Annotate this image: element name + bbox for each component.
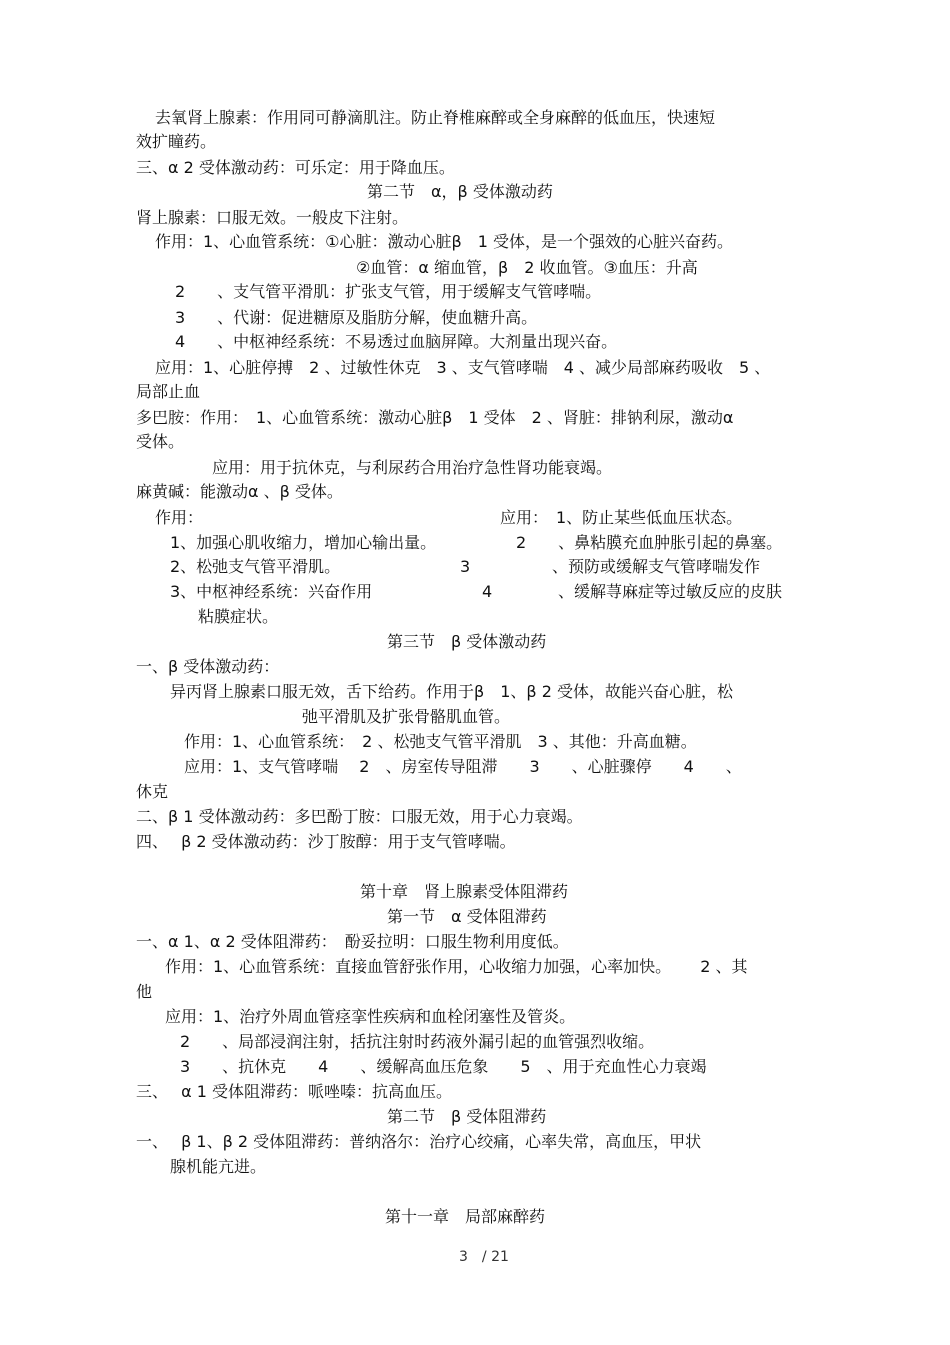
text-line: 二、β 1 受体激动药：多巴酚丁胺：口服无效，用于心力衰竭。 (136, 807, 583, 826)
text-line: 2 、鼻粘膜充血肿胀引起的鼻塞。 (516, 533, 783, 552)
text-line: 局部止血 (136, 382, 201, 401)
section-heading: 第三节 β 受体激动药 (387, 632, 547, 651)
chapter-heading: 第十章 肾上腺素受体阻滞药 (360, 882, 569, 901)
text-line: 粘膜症状。 (198, 607, 279, 626)
section-heading: 第二节 β 受体阻滞药 (387, 1107, 547, 1126)
text-line: 一、 β 1、β 2 受体阻滞药：普纳洛尔：治疗心绞痛，心率失常，高血压，甲状 (136, 1132, 702, 1151)
text-line: 1、加强心肌收缩力，增加心输出量。 (170, 533, 437, 552)
section-heading: 第二节 α，β 受体激动药 (367, 182, 553, 201)
section-heading: 第一节 α 受体阻滞药 (387, 907, 547, 926)
text-line: 休克 (136, 782, 169, 801)
text-line: 3 、抗休克 4 、缓解高血压危象 5 、用于充血性心力衰竭 (180, 1057, 707, 1076)
text-line: 应用：1、治疗外周血管痉挛性疾病和血栓闭塞性及管炎。 (165, 1007, 576, 1026)
text-line: 2 、支气管平滑肌：扩张支气管，用于缓解支气管哮喘。 (175, 282, 602, 301)
text-line: 受体。 (136, 432, 185, 451)
text-line: 、预防或缓解支气管哮喘发作 (552, 557, 761, 576)
text-line: 3 (460, 557, 471, 576)
text-line: 作用：1、心血管系统： 2 、松弛支气管平滑肌 3 、其他：升高血糖。 (184, 732, 697, 751)
text-line: 3、中枢神经系统：兴奋作用 (170, 582, 373, 601)
text-line: 麻黄碱：能激动α 、β 受体。 (136, 482, 343, 501)
text-line: 作用： (155, 508, 204, 527)
text-line: 他 (136, 982, 153, 1001)
page-number: 3 / 21 (459, 1249, 509, 1265)
text-line: 2 、局部浸润注射，括抗注射时药液外漏引起的血管强烈收缩。 (180, 1032, 655, 1051)
text-line: 4 (482, 582, 493, 601)
text-line: 应用：1、支气管哮喘 2 、房室传导阻滞 3 、心脏骤停 4 、 (184, 757, 742, 776)
text-line: 2、松弛支气管平滑肌。 (170, 557, 341, 576)
text-line: 作用：1、心血管系统：①心脏：激动心脏β 1 受体，是一个强效的心脏兴奋药。 (155, 232, 734, 251)
text-line: 弛平滑肌及扩张骨骼肌血管。 (302, 707, 511, 726)
text-line: 应用：1、心脏停搏 2 、过敏性休克 3 、支气管哮喘 4 、减少局部麻药吸收 5 、 (155, 358, 771, 377)
text-line: 应用： 1、防止某些低血压状态。 (500, 508, 743, 527)
text-line: 4 、中枢神经系统：不易透过血脑屏障。大剂量出现兴奋。 (175, 332, 618, 351)
text-line: 一、β 受体激动药： (136, 657, 280, 676)
text-line: 作用：1、心血管系统：直接血管舒张作用，心收缩力加强，心率加快。 2 、其 (165, 957, 748, 976)
text-line: 去氧肾上腺素：作用同可静滴肌注。防止脊椎麻醉或全身麻醉的低血压，快速短 (155, 108, 716, 127)
text-line: 异丙肾上腺素口服无效，舌下给药。作用于β 1、β 2 受体，故能兴奋心脏，松 (170, 682, 733, 701)
text-line: 3 、代谢：促进糖原及脂肪分解，使血糖升高。 (175, 308, 538, 327)
text-line: 三、α 2 受体激动药：可乐定：用于降血压。 (136, 158, 455, 177)
text-line: 肾上腺素：口服无效。一般皮下注射。 (136, 208, 409, 227)
text-line: 一、α 1、α 2 受体阻滞药： 酚妥拉明：口服生物利用度低。 (136, 932, 569, 951)
text-line: 三、 α 1 受体阻滞药：哌唑嗪：抗高血压。 (136, 1082, 452, 1101)
chapter-heading: 第十一章 局部麻醉药 (385, 1207, 546, 1226)
text-line: 、缓解荨麻症等过敏反应的皮肤 (558, 582, 783, 601)
text-line: 腺机能亢进。 (170, 1157, 267, 1176)
text-line: 效扩瞳药。 (136, 132, 217, 151)
text-line: 多巴胺：作用： 1、心血管系统：激动心脏β 1 受体 2 、肾脏：排钠利尿，激动α (136, 408, 734, 427)
text-line: ②血管：α 缩血管，β 2 收血管。③血压：升高 (356, 258, 698, 277)
text-line: 四、 β 2 受体激动药：沙丁胺醇：用于支气管哮喘。 (136, 832, 516, 851)
text-line: 应用：用于抗休克，与利尿药合用治疗急性肾功能衰竭。 (212, 458, 613, 477)
